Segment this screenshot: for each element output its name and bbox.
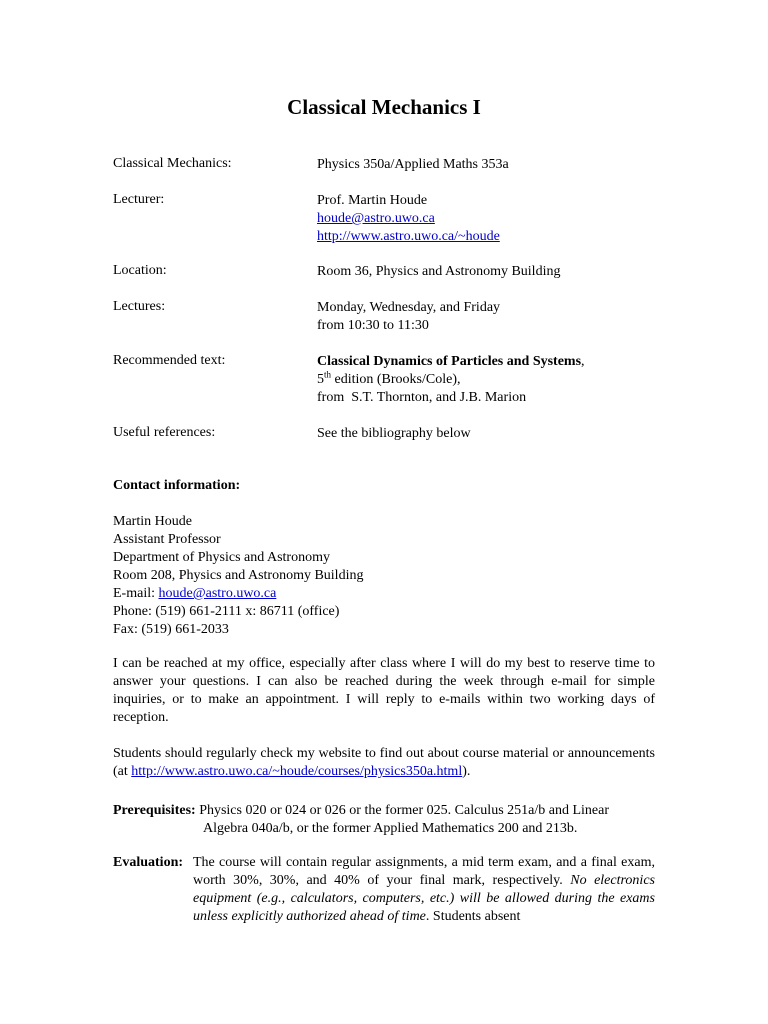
prerequisites-line2: Algebra 040a/b, or the former Applied Mathematics 200 and 213b. xyxy=(203,821,578,836)
prerequisites-label: Prerequisites: xyxy=(113,803,196,818)
contact-email-label: E-mail: xyxy=(113,586,159,601)
lectures-days: Monday, Wednesday, and Friday xyxy=(317,300,501,315)
prerequisites-section xyxy=(113,802,655,838)
website-paragraph xyxy=(113,745,655,781)
location-value: Room 36, Physics and Astronomy Building xyxy=(317,264,561,279)
recommended-text-label: Recommended text: xyxy=(113,353,226,368)
course-value: Physics 350a/Applied Maths 353a xyxy=(317,157,509,172)
recommended-text-value xyxy=(317,353,585,407)
edition-suffix: th xyxy=(324,369,332,380)
lecturer-website-link[interactable]: http://www.astro.uwo.ca/~houde xyxy=(317,229,500,244)
location-label: Location: xyxy=(113,263,167,278)
contact-department: Department of Physics and Astronomy xyxy=(113,550,330,565)
evaluation-text xyxy=(193,854,655,926)
evaluation-text-end: . Students absent xyxy=(425,909,521,924)
website-text-end: ). xyxy=(462,764,471,779)
contact-fax: Fax: (519) 661-2033 xyxy=(113,622,229,637)
book-title-line xyxy=(317,353,585,371)
book-title-comma: , xyxy=(581,354,585,369)
contact-block xyxy=(113,513,655,639)
lectures-time: from 10:30 to 11:30 xyxy=(317,318,429,333)
lectures-value xyxy=(317,299,500,335)
evaluation-text-start: The course will contain regular assignments, a mid term exam, and a final exam, worth 30%, 30%, and 40% of your final mark, respectively. xyxy=(193,855,655,888)
references-label: Useful references: xyxy=(113,425,216,440)
book-title: Classical Dynamics of Particles and Systems xyxy=(317,354,582,369)
contact-position: Assistant Professor xyxy=(113,532,221,547)
book-edition xyxy=(317,371,585,389)
course-label: Classical Mechanics: xyxy=(113,156,232,171)
evaluation-label: Evaluation: xyxy=(113,855,184,870)
prerequisites-line1 xyxy=(113,802,655,820)
contact-phone: Phone: (519) 661-2111 x: 86711 (office) xyxy=(113,604,340,619)
website-text: Students should regularly check my website to find out about course material or announcements (at xyxy=(113,746,655,779)
references-value: See the bibliography below xyxy=(317,426,471,441)
contact-room: Room 208, Physics and Astronomy Building xyxy=(113,568,364,583)
contact-email-link[interactable]: houde@astro.uwo.ca xyxy=(158,586,277,601)
contact-heading: Contact information: xyxy=(113,478,241,493)
evaluation-italic: No electronics equipment (e.g., calculators, computers, etc.) will be allowed during the exams unless explicitly authorized ahead of time xyxy=(193,873,655,924)
page-title: Classical Mechanics I xyxy=(287,95,481,119)
lecturer-email-link[interactable]: houde@astro.uwo.ca xyxy=(317,211,435,226)
contact-email-line xyxy=(113,585,655,603)
edition-publisher: edition (Brooks/Cole), xyxy=(331,372,461,387)
course-website-link[interactable]: http://www.astro.uwo.ca/~houde/courses/physics350a.html xyxy=(131,764,463,779)
lecturer-value xyxy=(317,192,500,246)
lecturer-name: Prof. Martin Houde xyxy=(317,193,428,208)
contact-name: Martin Houde xyxy=(113,514,192,529)
prerequisites-text1: Physics 020 or 024 or 026 or the former 025. Calculus 251a/b and Linear xyxy=(195,803,609,818)
availability-paragraph: I can be reached at my office, especially after class where I will do my best to reserve time to answer your questions. I can also be reached during the week through e-mail for simple inquiries, or to make an appointment. I will reply to e-mails within two working days of reception. xyxy=(113,656,655,725)
lecturer-label: Lecturer: xyxy=(113,192,165,207)
lectures-label: Lectures: xyxy=(113,299,166,314)
book-authors: from S.T. Thornton, and J.B. Marion xyxy=(317,390,527,405)
edition-number: 5 xyxy=(317,372,324,387)
